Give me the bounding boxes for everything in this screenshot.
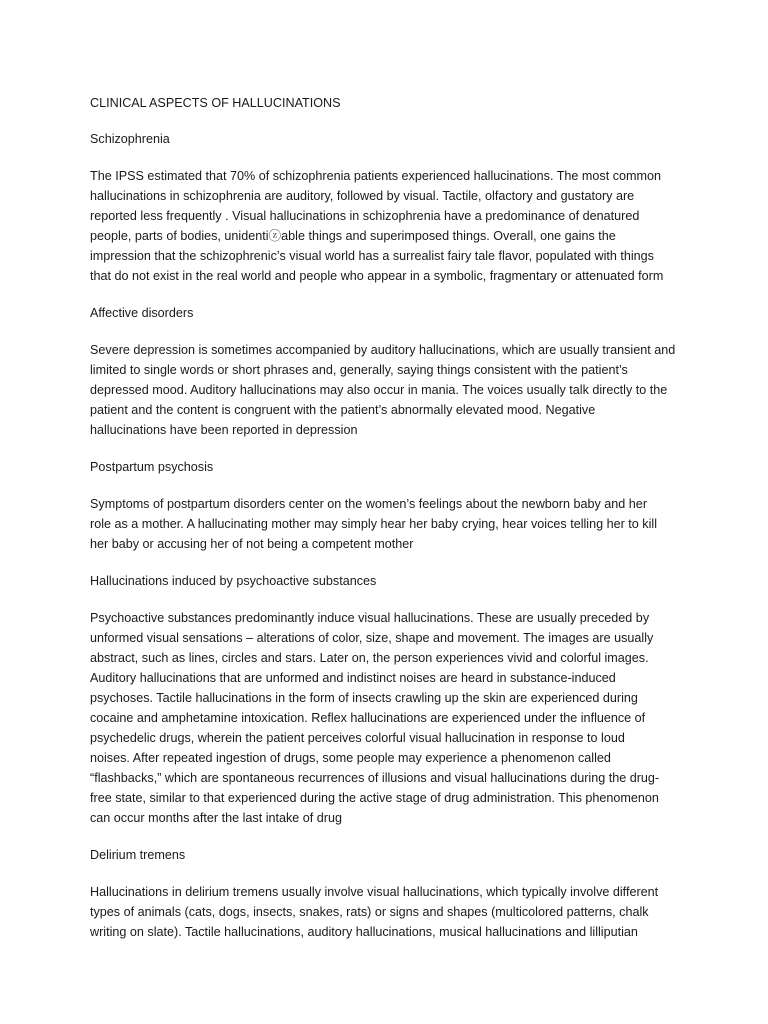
text-line: reported less frequently . Visual hallucinations in schizophrenia have a predominance of denatured [90, 209, 640, 223]
text-line: that do not exist in the real world and people who appear in a symbolic, fragmentary or attenuated form [90, 269, 664, 283]
text-line: writing on slate). Tactile hallucinations, auditory hallucinations, musical hallucinations and lilliputian [90, 925, 638, 939]
text-line: role as a mother. A hallucinating mother may simply hear her baby crying, hear voices telling her to kill [90, 517, 657, 531]
text-line: cocaine and amphetamine intoxication. Reflex hallucinations are experienced under the influence of [90, 711, 646, 725]
section-heading-affective-disorders: Affective disorders [90, 306, 194, 320]
text-line: Auditory hallucinations that are unformed and indistinct noises are heard in substance-induced [90, 671, 616, 685]
text-line: The IPSS estimated that 70% of schizophrenia patients experienced hallucinations. The most common [90, 169, 661, 183]
text-line: free state, similar to that experienced during the active stage of drug administration. This phenomenon [90, 791, 659, 805]
section-heading-psychoactive-substances: Hallucinations induced by psychoactive substances [90, 574, 377, 588]
text-line: psychoses. Tactile hallucinations in the form of insects crawling up the skin are experienced during [90, 691, 638, 705]
text-line: limited to single words or short phrases and, generally, saying things consistent with the patient’s [90, 363, 628, 377]
text-line: noises. After repeated ingestion of drugs, some people may experience a phenomenon called [90, 751, 611, 765]
text-line: hallucinations in schizophrenia are auditory, followed by visual. Tactile, olfactory and gustatory are [90, 189, 635, 203]
section-body-schizophrenia [90, 166, 678, 286]
section-body-postpartum-psychosis [90, 494, 678, 554]
text-line: Psychoactive substances predominantly induce visual hallucinations. These are usually preceded by [90, 611, 650, 625]
section-heading-delirium-tremens: Delirium tremens [90, 848, 186, 862]
text-line: types of animals (cats, dogs, insects, snakes, rats) or signs and shapes (multicolored patterns, chalk [90, 905, 649, 919]
section-heading-postpartum-psychosis: Postpartum psychosis [90, 460, 214, 474]
section-heading-schizophrenia: Schizophrenia [90, 132, 170, 146]
document-page [90, 93, 678, 959]
text-line: “flashbacks,” which are spontaneous recurrences of illusions and visual hallucinations during the drug- [90, 771, 660, 785]
text-line: unformed visual sensations – alterations of color, size, shape and movement. The images are usually [90, 631, 654, 645]
text-line: can occur months after the last intake of drug [90, 811, 343, 825]
text-line: impression that the schizophrenic’s visual world has a surrealist fairy tale flavor, populated with things [90, 249, 654, 263]
text-line: Hallucinations in delirium tremens usually involve visual hallucinations, which typically involve different [90, 885, 659, 899]
text-line: people, parts of bodies, unidentiⓩable things and superimposed things. Overall, one gains the [90, 229, 616, 243]
text-line: psychedelic drugs, wherein the patient perceives colorful visual hallucination in response to loud [90, 731, 625, 745]
text-line: Severe depression is sometimes accompanied by auditory hallucinations, which are usually transient and [90, 343, 676, 357]
text-line: Symptoms of postpartum disorders center on the women’s feelings about the newborn baby and her [90, 497, 648, 511]
text-line: patient and the content is congruent with the patient’s abnormally elevated mood. Negative [90, 403, 596, 417]
text-line: abstract, such as lines, circles and stars. Later on, the person experiences vivid and colorful images. [90, 651, 649, 665]
document-title: CLINICAL ASPECTS OF HALLUCINATIONS [90, 96, 341, 110]
section-body-delirium-tremens [90, 882, 678, 942]
text-line: hallucinations have been reported in depression [90, 423, 358, 437]
section-body-psychoactive-substances [90, 608, 678, 828]
section-body-affective-disorders [90, 340, 678, 440]
text-line: her baby or accusing her of not being a competent mother [90, 537, 414, 551]
text-line: depressed mood. Auditory hallucinations may also occur in mania. The voices usually talk directly to the [90, 383, 668, 397]
